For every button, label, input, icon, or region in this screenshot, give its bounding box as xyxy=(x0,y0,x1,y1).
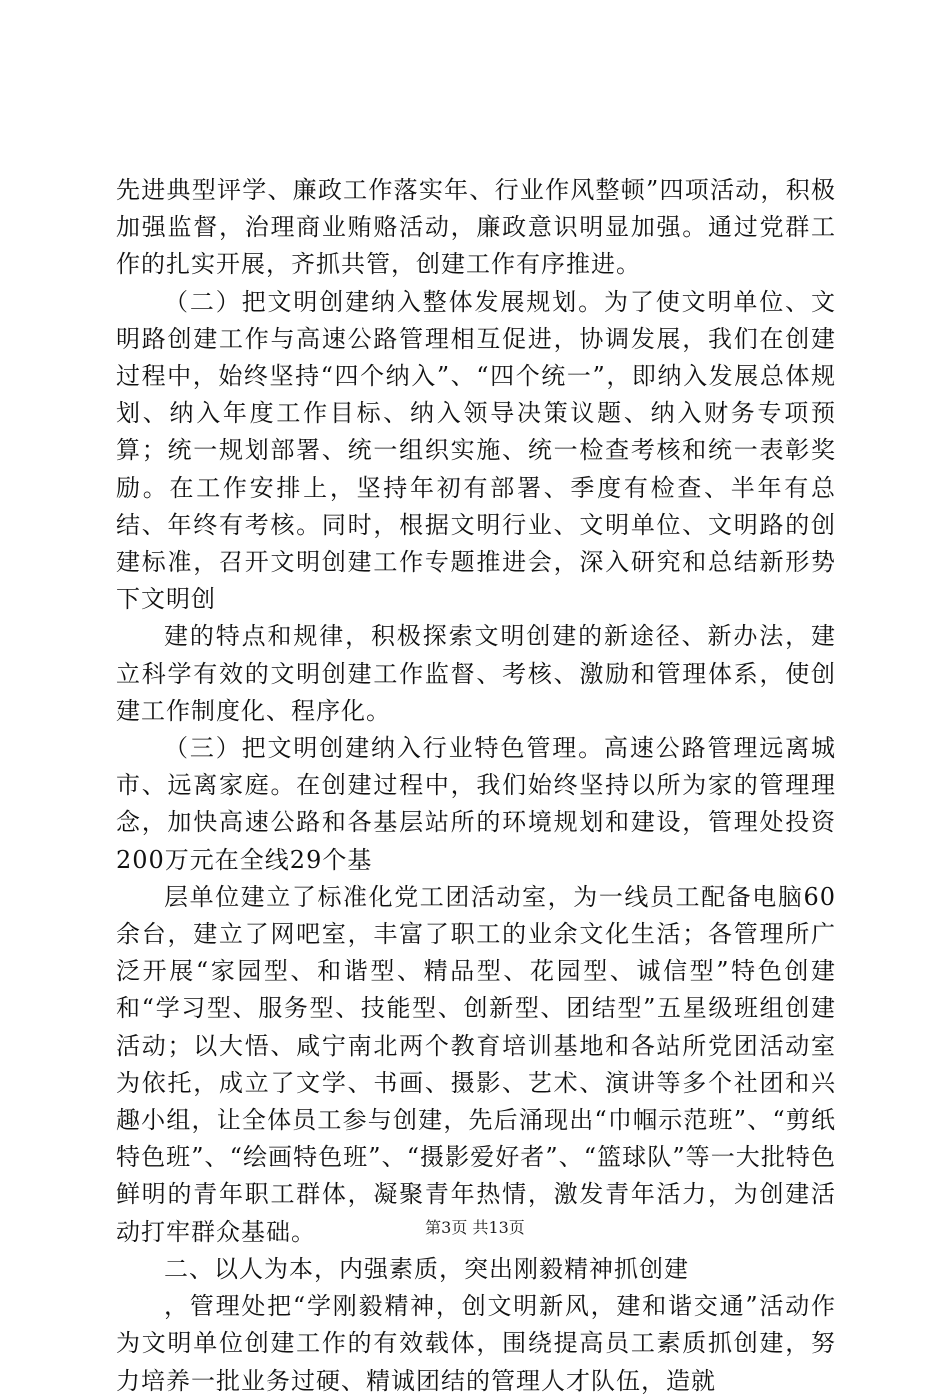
paragraph-1: 先进典型评学、廉政工作落实年、行业作风整顿”四项活动，积极加强监督，治理商业贿赂活动，廉政意识明显加强。通过党群工作的扎实开展，齐抓共管，创建工作有序推进。 xyxy=(116,176,836,279)
paragraph-5: 层单位建立了标准化党工团活动室，为一线员工配备电脑60余台，建立了网吧室，丰富了职工的业余文化生活；各管理所广泛开展“家园型、和谐型、精品型、花园型、诚信型”特色创建和“学习型、服务型、技能型、创新型、团结型”五星级班组创建活动；以大悟、咸宁南北两个教育培训基地和各站所党团活动室为依托，成立了文学、书画、摄影、艺术、演讲等多个社团和兴趣小组，让全体员工参与创建，先后涌现出“巾帼示范班”、“剪纸特色班”、“绘画特色班”、“摄影爱好者”、“篮球队”等一大批特色鲜明的青年职工群体，凝聚青年热情，激发青年活力，为创建活动打牢群众基础。 xyxy=(116,882,836,1246)
page-number: 第3页 共13页 xyxy=(425,1218,525,1237)
paragraph-2: （二）把文明创建纳入整体发展规划。为了使文明单位、文明路创建工作与高速公路管理相互促进，协调发展，我们在创建过程中，始终坚持“四个纳入”、“四个统一”，即纳入发展总体规划、纳入年度工作目标、纳入领导决策议题、纳入财务专项预算；统一规划部署、统一组织实施、统一检查考核和统一表彰奖励。在工作安排上，坚持年初有部署、季度有检查、半年有总结、年终有考核。同时，根据文明行业、文明单位、文明路的创建标准，召开文明创建工作专题推进会，深入研究和总结新形势下文明创 xyxy=(116,287,836,614)
section-heading: 二、以人为本，内强素质，突出刚毅精神抓创建 xyxy=(164,1254,689,1283)
paragraph-3: 建的特点和规律，积极探索文明创建的新途径、新办法，建立科学有效的文明创建工作监督、考核、激励和管理体系，使创建工作制度化、程序化。 xyxy=(116,622,836,725)
paragraph-6: ，管理处把“学刚毅精神，创文明新风，建和谐交通”活动作为文明单位创建工作的有效载体，围绕提高员工素质抓创建，努力培养一批业务过硬、精诚团结的管理人才队伍，造就 xyxy=(116,1292,836,1395)
paragraph-4: （三）把文明创建纳入行业特色管理。高速公路管理远离城市、远离家庭。在创建过程中，我们始终坚持以所为家的管理理念，加快高速公路和各基层站所的环境规划和建设，管理处投资200万元在全线29个基 xyxy=(116,734,836,874)
